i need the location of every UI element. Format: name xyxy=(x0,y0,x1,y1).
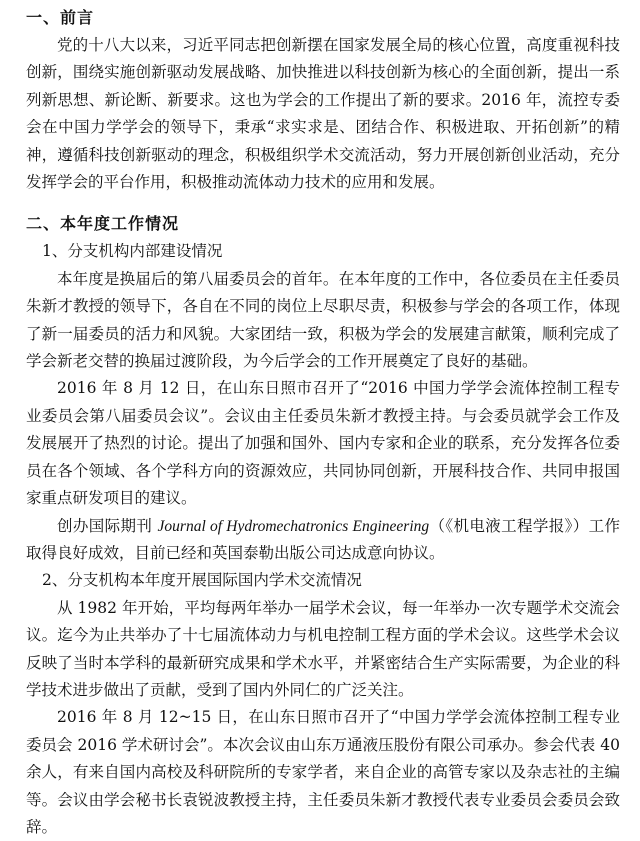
document-page xyxy=(26,4,620,841)
section-heading-preface: 一、前言 xyxy=(26,8,95,27)
journal-text-after: （《机电液工程学报》）工作取得良好成效，目前已经和英国泰勒出版公司达成意向协议。 xyxy=(26,516,620,562)
subsection-heading-internal-construction: 1、分支机构内部建设情况 xyxy=(42,242,223,261)
paragraph-committee-first-year: 本年度是换届后的第八届委员会的首年。在本年度的工作中，各位委员在主任委员朱新才教授的领导下，各自在不同的岗位上尽职尽责，积极参与学会的各项工作，体现了新一届委员的活力和风貌。大家团结一致，积极为学会的发展建言献策，顺利完成了学会新老交替的换届过渡阶段，为今后学会的工作开展奠定了良好的基础。 xyxy=(26,269,620,371)
paragraph-conference-history: 从 1982 年开始，平均每两年举办一届学术会议，每一年举办一次专题学术交流会议。迄今为止共举办了十七届流体动力与机电控制工程方面的学术会议。这些学术会议反映了当时本学科的最新研究成果和学术水平，并紧密结合生产实际需要，为企业的科学技术进步做出了贡献，受到了国内外同仁的广泛关注。 xyxy=(26,598,620,699)
paragraph-preface: 党的十八大以来，习近平同志把创新摆在国家发展全局的核心位置，高度重视科技创新，围绕实施创新驱动发展战略、加快推进以科技创新为核心的全面创新，提出一系列新思想、新论断、新要求。这也为学会的工作提出了新的要求。2016 年，流控专委会在中国力学学会的领导下，秉承“求实求是、团结合作、积极进取、开拓创新”的精神，遵循科技创新驱动的理念，积极组织学术交流活动，努力开展创新创业活动，充分发挥学会的平台作用，积极推动流体动力技术的应用和发展。 xyxy=(26,36,620,192)
paragraph-committee-meeting: 2016 年 8 月 12 日，在山东日照市召开了“2016 中国力学学会流体控制工程专业委员会第八届委员会议”。会议由主任委员朱新才教授主持。与会委员就学会工作及发展展开了热烈的讨论。提出了加强和国外、国内专家和企业的联系，充分发挥各位委员在各个领域、各个学科方向的资源效应，共同协同创新，开展科技合作、共同申报国家重点研发项目的建议。 xyxy=(26,379,620,508)
paragraph-2016-symposium: 2016 年 8 月 12~15 日，在山东日照市召开了“中国力学学会流体控制工程专业委员会 2016 学术研讨会”。本次会议由山东万通液压股份有限公司承办。参会代表 40 余人，有来自国内高校及科研院所的专家学者，来自企业的高管专家以及杂志社的主编等。会议由学会秘书长袁锐波教授主持，主任委员朱新才教授代表专业委员会委员会致辞。 xyxy=(26,708,620,836)
section-heading-annual-work: 二、本年度工作情况 xyxy=(26,214,180,234)
paragraph-journal xyxy=(26,513,620,568)
journal-text-before: 创办国际期刊 xyxy=(57,516,158,535)
subsection-heading-academic-exchange: 2、分支机构本年度开展国际国内学术交流情况 xyxy=(42,571,362,590)
journal-name: Journal of Hydromechatronics Engineering xyxy=(157,517,430,535)
